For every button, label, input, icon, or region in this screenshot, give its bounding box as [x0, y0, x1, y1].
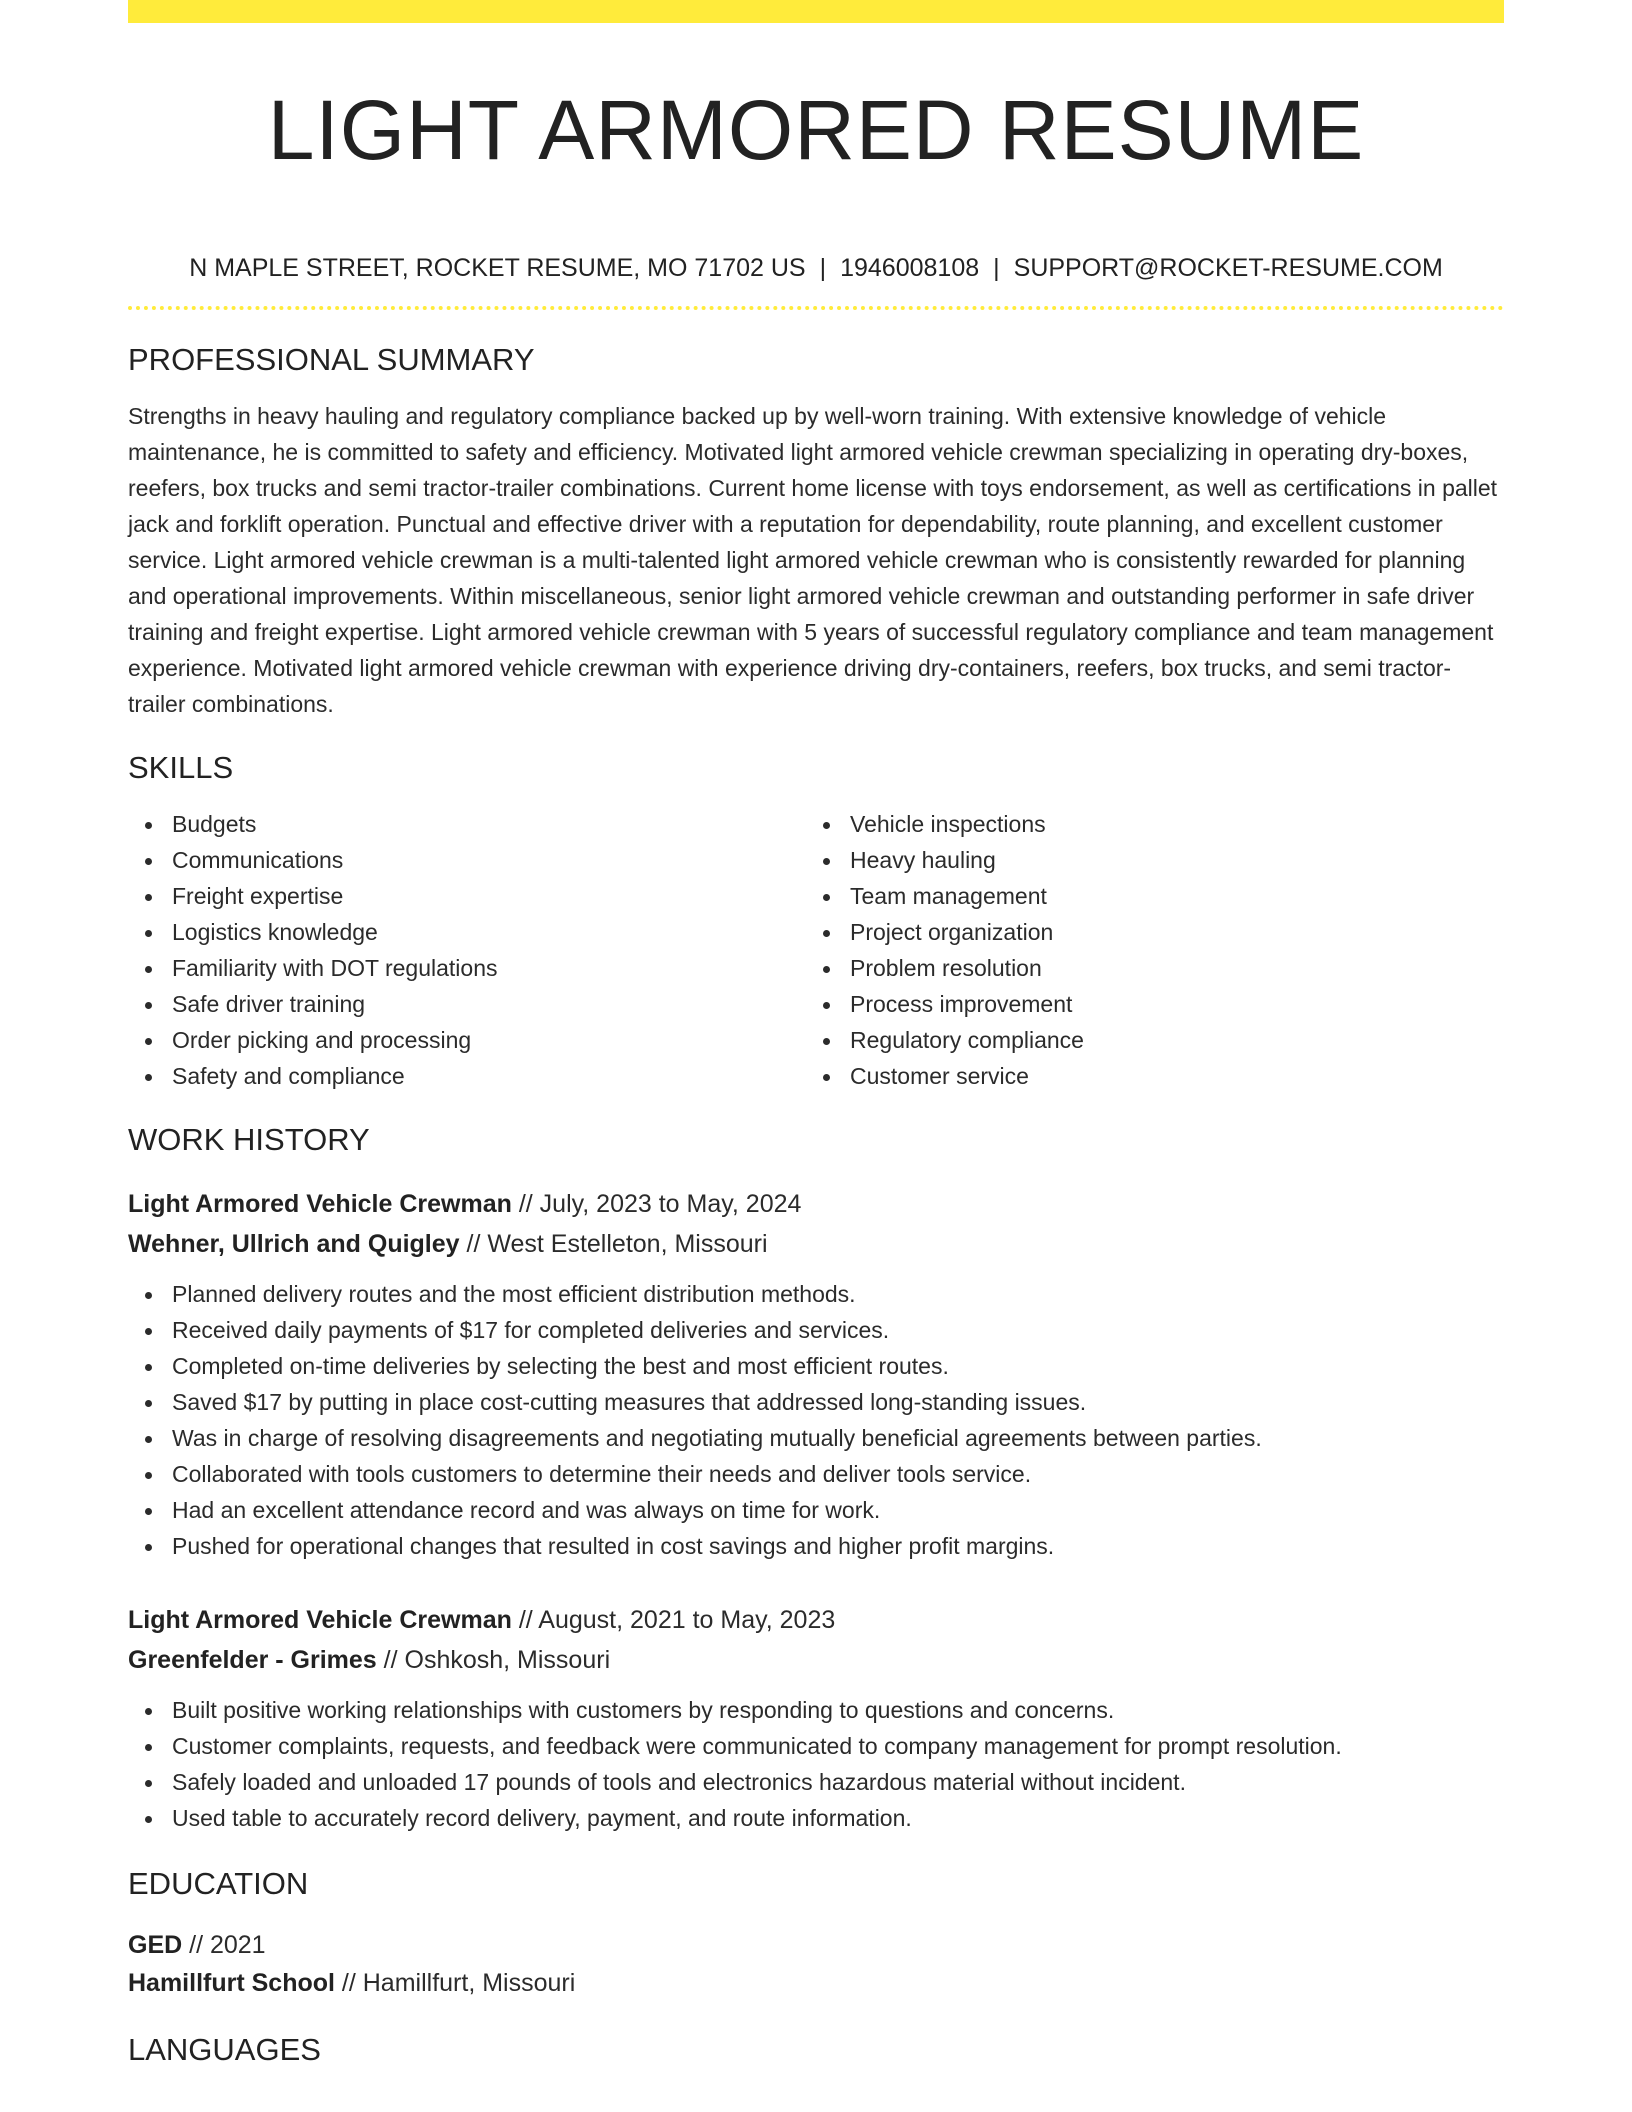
skill-item: Communications	[128, 842, 806, 878]
job-bullet: Built positive working relationships with customers by responding to questions and concerns.	[128, 1692, 1504, 1728]
job-bullet: Was in charge of resolving disagreements and negotiating mutually beneficial agreements between parties.	[128, 1420, 1504, 1456]
job-location: // Oshkosh, Missouri	[376, 1646, 611, 1674]
job-location: // West Estelleton, Missouri	[459, 1230, 768, 1258]
summary-heading: PROFESSIONAL SUMMARY	[128, 342, 535, 377]
education-heading: EDUCATION	[128, 1866, 309, 1901]
job-bullet: Had an excellent attendance record and was always on time for work.	[128, 1492, 1504, 1528]
skill-item: Safe driver training	[128, 986, 806, 1022]
job-title-line	[128, 1600, 1504, 1640]
education-school-line	[128, 1964, 1504, 2002]
job-bullet: Safely loaded and unloaded 17 pounds of tools and electronics hazardous material without incident.	[128, 1764, 1504, 1800]
languages-heading: LANGUAGES	[128, 2032, 321, 2067]
work-history-heading: WORK HISTORY	[128, 1122, 370, 1157]
job-bullet: Used table to accurately record delivery, payment, and route information.	[128, 1800, 1504, 1836]
job-bullet: Received daily payments of $17 for completed deliveries and services.	[128, 1312, 1504, 1348]
job-bullet: Customer complaints, requests, and feedback were communicated to company management for prompt resolution.	[128, 1728, 1504, 1764]
job-entry	[128, 1600, 1504, 1836]
job-role: Light Armored Vehicle Crewman	[128, 1606, 512, 1634]
skill-item: Safety and compliance	[128, 1058, 806, 1094]
education-school: Hamillfurt School	[128, 1969, 335, 1997]
job-bullet: Pushed for operational changes that resulted in cost savings and higher profit margins.	[128, 1528, 1504, 1564]
contact-email: SUPPORT@ROCKET-RESUME.COM	[1013, 254, 1443, 282]
skill-item: Logistics knowledge	[128, 914, 806, 950]
skill-item: Project organization	[806, 914, 1484, 950]
job-bullets	[128, 1276, 1504, 1564]
skill-item: Vehicle inspections	[806, 806, 1484, 842]
skills-column-left	[128, 806, 806, 1094]
dotted-divider	[128, 306, 1504, 310]
contact-line	[128, 252, 1504, 284]
skill-item: Budgets	[128, 806, 806, 842]
skill-item: Process improvement	[806, 986, 1484, 1022]
summary-text: Strengths in heavy hauling and regulatory compliance backed up by well-worn training. With extensive knowledge of vehicle maintenance, he is committed to safety and efficiency. Motivated light armored vehicle crewman specializing in operating dry-boxes, reefers, box trucks and semi tractor-trailer combinations. Current home license with toys endorsement, as well as certifications in pallet jack and forklift operation. Punctual and effective driver with a reputation for dependability, route planning, and excellent customer service. Light armored vehicle crewman is a multi-talented light armored vehicle crewman who is consistently rewarded for planning and operational improvements. Within miscellaneous, senior light armored vehicle crewman and outstanding performer in safe driver training and freight expertise. Light armored vehicle crewman with 5 years of successful regulatory compliance and team management experience. Motivated light armored vehicle crewman with experience driving dry-containers, reefers, box trucks, and semi tractor-trailer combinations.	[128, 403, 1498, 717]
job-dates: // August, 2021 to May, 2023	[511, 1606, 836, 1634]
education-degree-line	[128, 1926, 1504, 1964]
skill-item: Problem resolution	[806, 950, 1484, 986]
resume-name: LIGHT ARMORED RESUME	[267, 83, 1365, 177]
education-degree: GED	[128, 1931, 183, 1959]
skills-heading: SKILLS	[128, 750, 234, 785]
job-company: Greenfelder - Grimes	[128, 1646, 377, 1674]
job-bullets	[128, 1692, 1504, 1836]
job-bullet: Planned delivery routes and the most efficient distribution methods.	[128, 1276, 1504, 1312]
education-year: // 2021	[182, 1931, 266, 1959]
contact-phone: 1946008108	[840, 254, 980, 282]
skills-list	[128, 806, 1504, 1094]
skill-item: Team management	[806, 878, 1484, 914]
job-title-line	[128, 1184, 1504, 1224]
job-company: Wehner, Ullrich and Quigley	[128, 1230, 460, 1258]
resume-content	[128, 80, 1504, 2070]
contact-separator: |	[993, 254, 1000, 282]
job-bullet: Collaborated with tools customers to determine their needs and deliver tools service.	[128, 1456, 1504, 1492]
contact-address: N MAPLE STREET, ROCKET RESUME, MO 71702 US	[189, 254, 806, 282]
job-entry	[128, 1184, 1504, 1564]
skill-item: Freight expertise	[128, 878, 806, 914]
skill-item: Customer service	[806, 1058, 1484, 1094]
contact-separator: |	[819, 254, 827, 282]
skill-item: Heavy hauling	[806, 842, 1484, 878]
skill-item: Familiarity with DOT regulations	[128, 950, 806, 986]
education-entry	[128, 1926, 1504, 2002]
job-bullet: Saved $17 by putting in place cost-cutting measures that addressed long-standing issues.	[128, 1384, 1504, 1420]
skill-item: Regulatory compliance	[806, 1022, 1484, 1058]
job-dates: // July, 2023 to May, 2024	[511, 1190, 802, 1218]
skills-column-right	[806, 806, 1484, 1094]
skill-item: Order picking and processing	[128, 1022, 806, 1058]
top-accent-bar	[128, 0, 1504, 23]
job-role: Light Armored Vehicle Crewman	[128, 1190, 512, 1218]
education-location: // Hamillfurt, Missouri	[334, 1969, 576, 1997]
job-bullet: Completed on-time deliveries by selecting the best and most efficient routes.	[128, 1348, 1504, 1384]
job-company-line	[128, 1640, 1504, 1680]
job-company-line	[128, 1224, 1504, 1264]
